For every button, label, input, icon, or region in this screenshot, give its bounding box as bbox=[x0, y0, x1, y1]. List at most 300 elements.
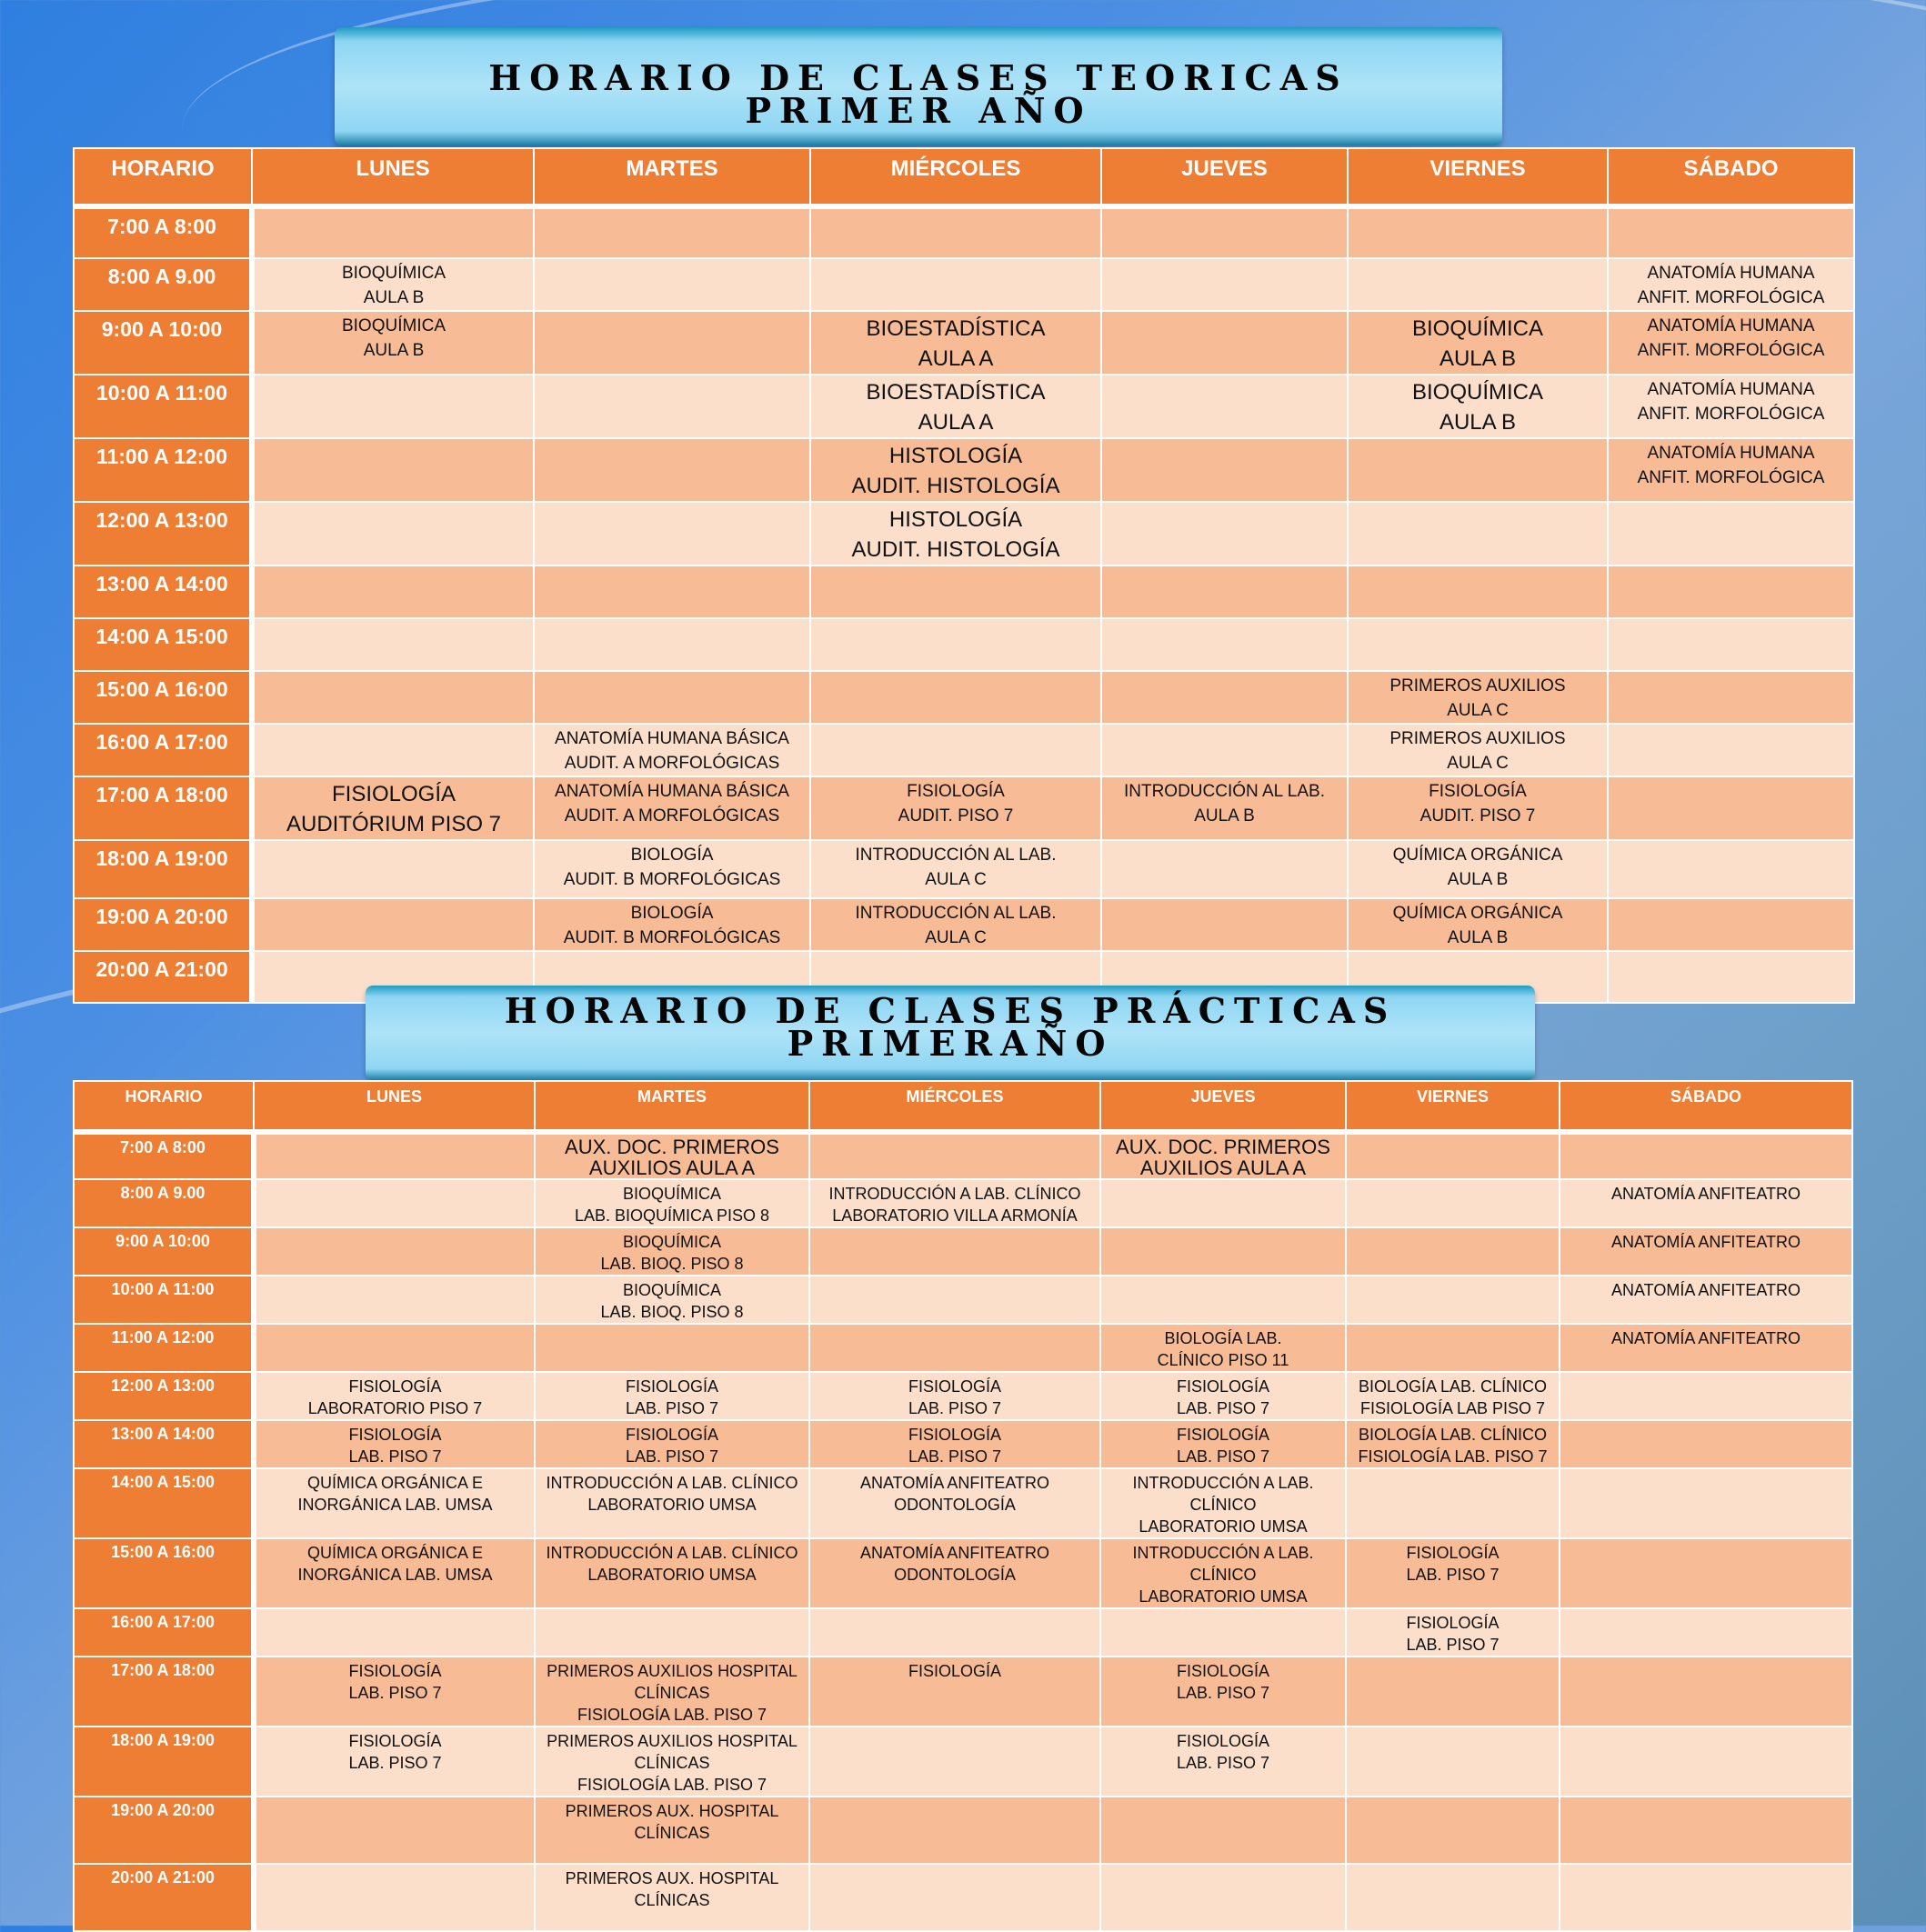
class-entry-text: ANATOMÍA HUMANA ANFIT. MORFOLÓGICA bbox=[1637, 316, 1825, 360]
class-entry-text: ANATOMÍA ANFITEATRO ODONTOLOGÍA bbox=[859, 1544, 1050, 1584]
class-cell-jueves bbox=[1101, 840, 1348, 898]
class-entry-text: FISIOLOGÍA AUDIT. PISO 7 bbox=[898, 782, 1014, 826]
class-cell-sabado bbox=[1560, 1420, 1852, 1468]
class-cell-miercoles bbox=[809, 1276, 1100, 1324]
practice-title: HORARIO DE CLASES PRÁCTICAS bbox=[504, 990, 1397, 1031]
time-slot-label: 16:00 A 17:00 bbox=[74, 724, 252, 776]
class-entry-text: FISIOLOGÍA LAB. PISO 7 bbox=[1176, 1426, 1270, 1466]
class-cell-miercoles bbox=[809, 1372, 1100, 1420]
time-slot-label: 15:00 A 16:00 bbox=[74, 1538, 254, 1608]
class-cell-jueves bbox=[1101, 206, 1348, 258]
class-cell-jueves bbox=[1100, 1727, 1346, 1797]
class-entry-text: ANATOMÍA HUMANA ANFIT. MORFOLÓGICA bbox=[1637, 264, 1825, 307]
class-cell-lunes bbox=[252, 206, 534, 258]
column-header-jueves: JUEVES bbox=[1100, 1081, 1346, 1132]
class-cell-martes bbox=[535, 1179, 809, 1227]
schedule-row bbox=[74, 671, 1854, 724]
class-cell-martes bbox=[534, 502, 810, 566]
time-slot-label: 11:00 A 12:00 bbox=[74, 1324, 254, 1372]
practice-header-row bbox=[74, 1081, 1852, 1132]
class-cell-lunes bbox=[254, 1727, 535, 1797]
class-cell-miercoles bbox=[810, 898, 1101, 951]
schedule-row bbox=[74, 1324, 1852, 1372]
class-cell-sabado bbox=[1608, 671, 1854, 724]
class-entry-text: FISIOLOGÍA AUDITÓRIUM PISO 7 bbox=[286, 782, 502, 836]
column-header-martes: MARTES bbox=[534, 148, 810, 206]
class-cell-lunes bbox=[254, 1538, 535, 1608]
class-cell-lunes bbox=[254, 1227, 535, 1276]
theory-subtitle: PRIMER AÑO bbox=[745, 90, 1092, 131]
schedule-row bbox=[74, 1179, 1852, 1227]
class-cell-jueves bbox=[1101, 724, 1348, 776]
class-cell-viernes bbox=[1348, 566, 1608, 618]
class-entry-text: FISIOLOGÍA LAB. PISO 7 bbox=[348, 1732, 442, 1772]
class-cell-sabado bbox=[1608, 776, 1854, 840]
class-cell-viernes bbox=[1346, 1324, 1560, 1372]
class-cell-viernes bbox=[1346, 1179, 1560, 1227]
class-cell-jueves bbox=[1100, 1797, 1346, 1864]
class-entry-text: BIOLOGÍA LAB. CLÍNICO PISO 11 bbox=[1157, 1329, 1289, 1369]
class-cell-martes bbox=[535, 1608, 809, 1657]
class-cell-jueves bbox=[1100, 1538, 1346, 1608]
class-entry-text: FISIOLOGÍA LAB. PISO 7 bbox=[1176, 1732, 1270, 1772]
class-entry-text: FISIOLOGÍA LAB. PISO 7 bbox=[908, 1426, 1002, 1466]
schedule-row bbox=[74, 375, 1854, 438]
class-entry-text: INTRODUCCIÓN AL LAB. AULA B bbox=[1123, 782, 1325, 826]
class-cell-lunes bbox=[254, 1468, 535, 1538]
class-entry-text: HISTOLOGÍA AUDIT. HISTOLOGÍA bbox=[851, 444, 1060, 498]
class-entry-text: FISIOLOGÍA LAB. PISO 7 bbox=[625, 1426, 719, 1466]
class-cell-jueves bbox=[1101, 776, 1348, 840]
class-cell-sabado bbox=[1560, 1468, 1852, 1538]
time-slot-label: 13:00 A 14:00 bbox=[74, 1420, 254, 1468]
class-cell-viernes bbox=[1346, 1797, 1560, 1864]
class-entry-text: FISIOLOGÍA LABORATORIO PISO 7 bbox=[307, 1377, 483, 1417]
class-entry-text: BIOQUÍMICA LAB. BIOQ. PISO 8 bbox=[600, 1281, 744, 1321]
schedule-row bbox=[74, 898, 1854, 951]
class-cell-miercoles bbox=[809, 1657, 1100, 1727]
class-cell-miercoles bbox=[810, 502, 1101, 566]
class-cell-martes bbox=[535, 1797, 809, 1864]
class-cell-jueves bbox=[1100, 1227, 1346, 1276]
class-cell-martes bbox=[535, 1372, 809, 1420]
time-slot-label: 14:00 A 15:00 bbox=[74, 1468, 254, 1538]
class-cell-viernes bbox=[1346, 1227, 1560, 1276]
class-cell-miercoles bbox=[809, 1227, 1100, 1276]
class-cell-jueves bbox=[1100, 1132, 1346, 1179]
class-cell-miercoles bbox=[809, 1132, 1100, 1179]
time-slot-label: 15:00 A 16:00 bbox=[74, 671, 252, 724]
class-cell-miercoles bbox=[810, 566, 1101, 618]
class-cell-martes bbox=[534, 776, 810, 840]
schedule-row bbox=[74, 776, 1854, 840]
class-entry-text: ANATOMÍA ANFITEATRO bbox=[1610, 1329, 1801, 1347]
class-entry-text: ANATOMÍA HUMANA ANFIT. MORFOLÓGICA bbox=[1637, 380, 1825, 424]
class-cell-martes bbox=[534, 898, 810, 951]
time-slot-label: 11:00 A 12:00 bbox=[74, 438, 252, 502]
column-header-lunes: LUNES bbox=[252, 148, 534, 206]
schedule-row bbox=[74, 1468, 1852, 1538]
class-entry-text: FISIOLOGÍA LAB. PISO 7 bbox=[908, 1377, 1002, 1417]
class-cell-miercoles bbox=[809, 1324, 1100, 1372]
class-entry-text: BIOLOGÍA AUDIT. B MORFOLÓGICAS bbox=[563, 904, 781, 947]
class-entry-text: FISIOLOGÍA LAB. PISO 7 bbox=[625, 1377, 719, 1417]
class-cell-jueves bbox=[1100, 1468, 1346, 1538]
schedule-row bbox=[74, 1420, 1852, 1468]
class-cell-viernes bbox=[1346, 1276, 1560, 1324]
class-cell-viernes bbox=[1346, 1727, 1560, 1797]
class-cell-miercoles bbox=[810, 840, 1101, 898]
time-slot-label: 19:00 A 20:00 bbox=[74, 898, 252, 951]
class-entry-text: FISIOLOGÍA LAB. PISO 7 bbox=[348, 1662, 442, 1702]
class-cell-viernes bbox=[1348, 258, 1608, 311]
class-cell-miercoles bbox=[809, 1420, 1100, 1468]
column-header-lunes: LUNES bbox=[254, 1081, 535, 1132]
class-cell-jueves bbox=[1100, 1324, 1346, 1372]
class-cell-martes bbox=[535, 1420, 809, 1468]
class-cell-jueves bbox=[1100, 1179, 1346, 1227]
theory-header-row bbox=[74, 148, 1854, 206]
class-cell-jueves bbox=[1101, 618, 1348, 671]
class-cell-lunes bbox=[254, 1420, 535, 1468]
class-cell-viernes bbox=[1348, 375, 1608, 438]
schedule-row bbox=[74, 1864, 1852, 1931]
class-entry-text: FISIOLOGÍA LAB. PISO 7 bbox=[348, 1426, 442, 1466]
class-cell-sabado bbox=[1608, 502, 1854, 566]
class-cell-martes bbox=[535, 1227, 809, 1276]
class-cell-miercoles bbox=[810, 618, 1101, 671]
class-cell-miercoles bbox=[810, 258, 1101, 311]
class-entry-text: BIOQUÍMICA AULA B bbox=[1411, 380, 1543, 435]
class-cell-lunes bbox=[252, 258, 534, 311]
class-cell-lunes bbox=[252, 671, 534, 724]
class-cell-martes bbox=[534, 438, 810, 502]
class-cell-miercoles bbox=[810, 776, 1101, 840]
class-cell-martes bbox=[535, 1468, 809, 1538]
class-entry-text: ANATOMÍA ANFITEATRO ODONTOLOGÍA bbox=[859, 1474, 1050, 1514]
column-header-viernes: VIERNES bbox=[1348, 148, 1608, 206]
schedule-row bbox=[74, 1727, 1852, 1797]
time-slot-label: 16:00 A 17:00 bbox=[74, 1608, 254, 1657]
time-slot-label: 20:00 A 21:00 bbox=[74, 951, 252, 1003]
time-slot-label: 18:00 A 19:00 bbox=[74, 1727, 254, 1797]
class-entry-text: ANATOMÍA HUMANA ANFIT. MORFOLÓGICA bbox=[1637, 444, 1825, 487]
schedule-row bbox=[74, 502, 1854, 566]
class-cell-miercoles bbox=[809, 1797, 1100, 1864]
class-cell-lunes bbox=[252, 566, 534, 618]
schedule-row bbox=[74, 618, 1854, 671]
class-cell-sabado bbox=[1560, 1276, 1852, 1324]
time-slot-label: 12:00 A 13:00 bbox=[74, 1372, 254, 1420]
class-entry-text: INTRODUCCIÓN A LAB. CLÍNICO LABORATORIO UMSA bbox=[1132, 1544, 1314, 1606]
class-cell-viernes bbox=[1348, 898, 1608, 951]
class-cell-lunes bbox=[252, 898, 534, 951]
class-entry-text: BIOQUÍMICA AULA B bbox=[1411, 316, 1543, 371]
class-cell-martes bbox=[534, 206, 810, 258]
class-entry-text: BIOLOGÍA LAB. CLÍNICO FISIOLOGÍA LAB. PISO 7 bbox=[1358, 1426, 1548, 1466]
class-cell-jueves bbox=[1101, 258, 1348, 311]
class-entry-text: BIOLOGÍA LAB. CLÍNICO FISIOLOGÍA LAB PISO 7 bbox=[1358, 1377, 1548, 1417]
column-header-sabado: SÁBADO bbox=[1608, 148, 1854, 206]
class-cell-martes bbox=[535, 1538, 809, 1608]
class-cell-viernes bbox=[1348, 502, 1608, 566]
class-entry-text: BIOESTADÍSTICA AULA A bbox=[866, 316, 1046, 371]
class-cell-sabado bbox=[1608, 618, 1854, 671]
practice-title-banner bbox=[366, 986, 1535, 1080]
class-cell-miercoles bbox=[809, 1468, 1100, 1538]
schedule-row bbox=[74, 438, 1854, 502]
class-cell-lunes bbox=[252, 311, 534, 375]
class-entry-text: ANATOMÍA ANFITEATRO bbox=[1610, 1185, 1801, 1203]
class-cell-viernes bbox=[1346, 1608, 1560, 1657]
schedule-row bbox=[74, 1538, 1852, 1608]
class-cell-lunes bbox=[254, 1324, 535, 1372]
class-cell-viernes bbox=[1346, 1468, 1560, 1538]
time-slot-label: 9:00 A 10:00 bbox=[74, 311, 252, 375]
column-header-horario: HORARIO bbox=[74, 148, 252, 206]
class-cell-sabado bbox=[1608, 724, 1854, 776]
schedule-row bbox=[74, 1797, 1852, 1864]
class-cell-jueves bbox=[1101, 502, 1348, 566]
class-entry-text: PRIMEROS AUXILIOS HOSPITAL CLÍNICAS FISIOLOGÍA LAB. PISO 7 bbox=[547, 1732, 797, 1794]
class-cell-sabado bbox=[1608, 258, 1854, 311]
column-header-horario: HORARIO bbox=[74, 1081, 254, 1132]
class-cell-martes bbox=[534, 724, 810, 776]
class-entry-text: AUX. DOC. PRIMEROS AUXILIOS AULA A bbox=[565, 1136, 779, 1179]
time-slot-label: 8:00 A 9.00 bbox=[74, 1179, 254, 1227]
class-cell-viernes bbox=[1348, 618, 1608, 671]
time-slot-label: 8:00 A 9.00 bbox=[74, 258, 252, 311]
class-cell-sabado bbox=[1608, 311, 1854, 375]
class-cell-martes bbox=[534, 375, 810, 438]
class-cell-lunes bbox=[252, 618, 534, 671]
class-cell-viernes bbox=[1346, 1372, 1560, 1420]
schedule-row bbox=[74, 206, 1854, 258]
class-cell-viernes bbox=[1348, 438, 1608, 502]
class-cell-miercoles bbox=[809, 1538, 1100, 1608]
class-entry-text: BIOLOGÍA AUDIT. B MORFOLÓGICAS bbox=[563, 846, 781, 889]
class-cell-sabado bbox=[1560, 1324, 1852, 1372]
class-cell-jueves bbox=[1100, 1657, 1346, 1727]
time-slot-label: 14:00 A 15:00 bbox=[74, 618, 252, 671]
column-header-jueves: JUEVES bbox=[1101, 148, 1348, 206]
class-cell-miercoles bbox=[809, 1608, 1100, 1657]
time-slot-label: 17:00 A 18:00 bbox=[74, 776, 252, 840]
class-cell-lunes bbox=[252, 840, 534, 898]
class-cell-miercoles bbox=[810, 311, 1101, 375]
class-entry-text: ANATOMÍA HUMANA BÁSICA AUDIT. A MORFOLÓGICAS bbox=[555, 782, 789, 826]
schedule-row bbox=[74, 1132, 1852, 1179]
class-cell-sabado bbox=[1560, 1227, 1852, 1276]
class-entry-text: INTRODUCCIÓN A LAB. CLÍNICO LABORATORIO UMSA bbox=[546, 1474, 798, 1514]
column-header-sabado: SÁBADO bbox=[1560, 1081, 1852, 1132]
class-entry-text: FISIOLOGÍA LAB. PISO 7 bbox=[1176, 1377, 1270, 1417]
class-cell-jueves bbox=[1101, 671, 1348, 724]
class-cell-miercoles bbox=[810, 375, 1101, 438]
class-cell-viernes bbox=[1348, 724, 1608, 776]
class-cell-martes bbox=[534, 618, 810, 671]
class-cell-lunes bbox=[254, 1608, 535, 1657]
schedule-row bbox=[74, 1227, 1852, 1276]
class-entry-text: PRIMEROS AUX. HOSPITAL CLÍNICAS bbox=[565, 1869, 779, 1909]
class-cell-jueves bbox=[1100, 1276, 1346, 1324]
class-cell-lunes bbox=[252, 438, 534, 502]
class-cell-sabado bbox=[1560, 1132, 1852, 1179]
class-entry-text: FISIOLOGÍA AUDIT. PISO 7 bbox=[1419, 782, 1536, 826]
class-entry-text: PRIMEROS AUXILIOS AULA C bbox=[1389, 676, 1566, 720]
class-cell-sabado bbox=[1608, 566, 1854, 618]
time-slot-label: 19:00 A 20:00 bbox=[74, 1797, 254, 1864]
class-entry-text: QUÍMICA ORGÁNICA E INORGÁNICA LAB. UMSA bbox=[297, 1544, 493, 1584]
column-header-miercoles: MIÉRCOLES bbox=[809, 1081, 1100, 1132]
schedule-row bbox=[74, 1608, 1852, 1657]
class-cell-viernes bbox=[1346, 1538, 1560, 1608]
time-slot-label: 18:00 A 19:00 bbox=[74, 840, 252, 898]
class-cell-miercoles bbox=[809, 1179, 1100, 1227]
class-cell-martes bbox=[534, 311, 810, 375]
class-cell-jueves bbox=[1100, 1608, 1346, 1657]
class-entry-text: ANATOMÍA ANFITEATRO bbox=[1610, 1281, 1801, 1299]
class-entry-text: BIOQUÍMICA LAB. BIOQ. PISO 8 bbox=[600, 1233, 744, 1273]
class-cell-martes bbox=[534, 566, 810, 618]
class-entry-text: BIOQUÍMICA AULA B bbox=[341, 264, 446, 307]
class-cell-sabado bbox=[1560, 1179, 1852, 1227]
class-entry-text: QUÍMICA ORGÁNICA E INORGÁNICA LAB. UMSA bbox=[297, 1474, 493, 1514]
column-header-viernes: VIERNES bbox=[1346, 1081, 1560, 1132]
schedule-row bbox=[74, 724, 1854, 776]
class-cell-martes bbox=[535, 1864, 809, 1931]
class-cell-sabado bbox=[1560, 1372, 1852, 1420]
class-cell-sabado bbox=[1560, 1657, 1852, 1727]
class-cell-sabado bbox=[1560, 1608, 1852, 1657]
class-cell-jueves bbox=[1100, 1372, 1346, 1420]
practice-subtitle: PRIMERAÑO bbox=[787, 1023, 1114, 1064]
class-entry-text: BIOQUÍMICA LAB. BIOQUÍMICA PISO 8 bbox=[574, 1185, 770, 1225]
class-cell-lunes bbox=[254, 1797, 535, 1864]
time-slot-label: 10:00 A 11:00 bbox=[74, 375, 252, 438]
class-entry-text: QUÍMICA ORGÁNICA AULA B bbox=[1392, 846, 1563, 889]
class-entry-text: ANATOMÍA ANFITEATRO bbox=[1610, 1233, 1801, 1251]
class-cell-sabado bbox=[1608, 206, 1854, 258]
class-cell-lunes bbox=[254, 1372, 535, 1420]
column-header-miercoles: MIÉRCOLES bbox=[810, 148, 1101, 206]
class-cell-sabado bbox=[1608, 375, 1854, 438]
class-entry-text: HISTOLOGÍA AUDIT. HISTOLOGÍA bbox=[851, 507, 1060, 562]
class-entry-text: PRIMEROS AUXILIOS HOSPITAL CLÍNICAS FISIOLOGÍA LAB. PISO 7 bbox=[547, 1662, 797, 1724]
class-cell-sabado bbox=[1608, 898, 1854, 951]
class-entry-text: FISIOLOGÍA LAB. PISO 7 bbox=[1406, 1614, 1500, 1654]
class-cell-miercoles bbox=[810, 724, 1101, 776]
class-entry-text: FISIOLOGÍA LAB. PISO 7 bbox=[1176, 1662, 1270, 1702]
class-cell-lunes bbox=[254, 1179, 535, 1227]
class-cell-sabado bbox=[1608, 438, 1854, 502]
schedule-row bbox=[74, 311, 1854, 375]
class-entry-text: INTRODUCCIÓN AL LAB. AULA C bbox=[855, 904, 1057, 947]
class-cell-viernes bbox=[1346, 1132, 1560, 1179]
class-cell-jueves bbox=[1101, 438, 1348, 502]
schedule-row bbox=[74, 1276, 1852, 1324]
class-entry-text: QUÍMICA ORGÁNICA AULA B bbox=[1392, 904, 1563, 947]
class-cell-sabado bbox=[1560, 1727, 1852, 1797]
theory-title: HORARIO DE CLASES TEORICAS bbox=[488, 57, 1349, 98]
class-cell-sabado bbox=[1608, 840, 1854, 898]
class-cell-jueves bbox=[1101, 375, 1348, 438]
class-cell-viernes bbox=[1346, 1420, 1560, 1468]
class-cell-lunes bbox=[252, 776, 534, 840]
class-entry-text: BIOESTADÍSTICA AULA A bbox=[866, 380, 1046, 435]
class-entry-text: FISIOLOGÍA bbox=[908, 1662, 1002, 1680]
class-entry-text: FISIOLOGÍA LAB. PISO 7 bbox=[1406, 1544, 1500, 1584]
class-cell-jueves bbox=[1101, 898, 1348, 951]
class-cell-lunes bbox=[252, 724, 534, 776]
class-entry-text: INTRODUCCIÓN A LAB. CLÍNICO LABORATORIO UMSA bbox=[546, 1544, 798, 1584]
class-cell-martes bbox=[535, 1132, 809, 1179]
time-slot-label: 17:00 A 18:00 bbox=[74, 1657, 254, 1727]
column-header-martes: MARTES bbox=[535, 1081, 809, 1132]
class-cell-martes bbox=[535, 1657, 809, 1727]
class-cell-sabado bbox=[1560, 1797, 1852, 1864]
class-entry-text: INTRODUCCIÓN A LAB. CLÍNICO LABORATORIO UMSA bbox=[1132, 1474, 1314, 1536]
class-cell-sabado bbox=[1560, 1538, 1852, 1608]
time-slot-label: 7:00 A 8:00 bbox=[74, 1132, 254, 1179]
class-entry-text: AUX. DOC. PRIMEROS AUXILIOS AULA A bbox=[1116, 1136, 1330, 1179]
class-entry-text: PRIMEROS AUXILIOS AULA C bbox=[1389, 729, 1566, 773]
class-entry-text: PRIMEROS AUX. HOSPITAL CLÍNICAS bbox=[565, 1802, 779, 1842]
time-slot-label: 9:00 A 10:00 bbox=[74, 1227, 254, 1276]
schedule-row bbox=[74, 1372, 1852, 1420]
class-cell-miercoles bbox=[810, 671, 1101, 724]
time-slot-label: 12:00 A 13:00 bbox=[74, 502, 252, 566]
class-cell-martes bbox=[535, 1324, 809, 1372]
class-cell-jueves bbox=[1101, 566, 1348, 618]
class-cell-martes bbox=[534, 840, 810, 898]
class-cell-miercoles bbox=[809, 1864, 1100, 1931]
class-cell-viernes bbox=[1348, 671, 1608, 724]
class-cell-viernes bbox=[1348, 776, 1608, 840]
time-slot-label: 13:00 A 14:00 bbox=[74, 566, 252, 618]
class-entry-text: INTRODUCCIÓN A LAB. CLÍNICO LABORATORIO VILLA ARMONÍA bbox=[828, 1185, 1081, 1225]
class-cell-viernes bbox=[1348, 840, 1608, 898]
class-cell-miercoles bbox=[810, 438, 1101, 502]
practice-schedule-table bbox=[73, 1080, 1853, 1932]
class-cell-lunes bbox=[252, 502, 534, 566]
theory-schedule-table bbox=[73, 147, 1855, 1004]
class-cell-lunes bbox=[254, 1276, 535, 1324]
class-cell-lunes bbox=[254, 1864, 535, 1931]
class-cell-viernes bbox=[1348, 311, 1608, 375]
class-cell-sabado bbox=[1560, 1864, 1852, 1931]
class-cell-miercoles bbox=[810, 206, 1101, 258]
class-cell-viernes bbox=[1346, 1864, 1560, 1931]
class-cell-martes bbox=[535, 1276, 809, 1324]
class-cell-lunes bbox=[252, 375, 534, 438]
class-entry-text: BIOQUÍMICA AULA B bbox=[341, 316, 446, 360]
class-cell-jueves bbox=[1101, 311, 1348, 375]
class-entry-text: INTRODUCCIÓN AL LAB. AULA C bbox=[855, 846, 1057, 889]
class-cell-martes bbox=[535, 1727, 809, 1797]
time-slot-label: 20:00 A 21:00 bbox=[74, 1864, 254, 1931]
class-cell-viernes bbox=[1346, 1657, 1560, 1727]
class-cell-lunes bbox=[254, 1132, 535, 1179]
class-cell-miercoles bbox=[809, 1727, 1100, 1797]
schedule-row bbox=[74, 258, 1854, 311]
time-slot-label: 10:00 A 11:00 bbox=[74, 1276, 254, 1324]
class-cell-sabado bbox=[1608, 951, 1854, 1003]
class-cell-martes bbox=[534, 258, 810, 311]
class-cell-martes bbox=[534, 671, 810, 724]
class-entry-text: ANATOMÍA HUMANA BÁSICA AUDIT. A MORFOLÓGICAS bbox=[555, 729, 789, 773]
theory-title-banner bbox=[335, 27, 1502, 145]
